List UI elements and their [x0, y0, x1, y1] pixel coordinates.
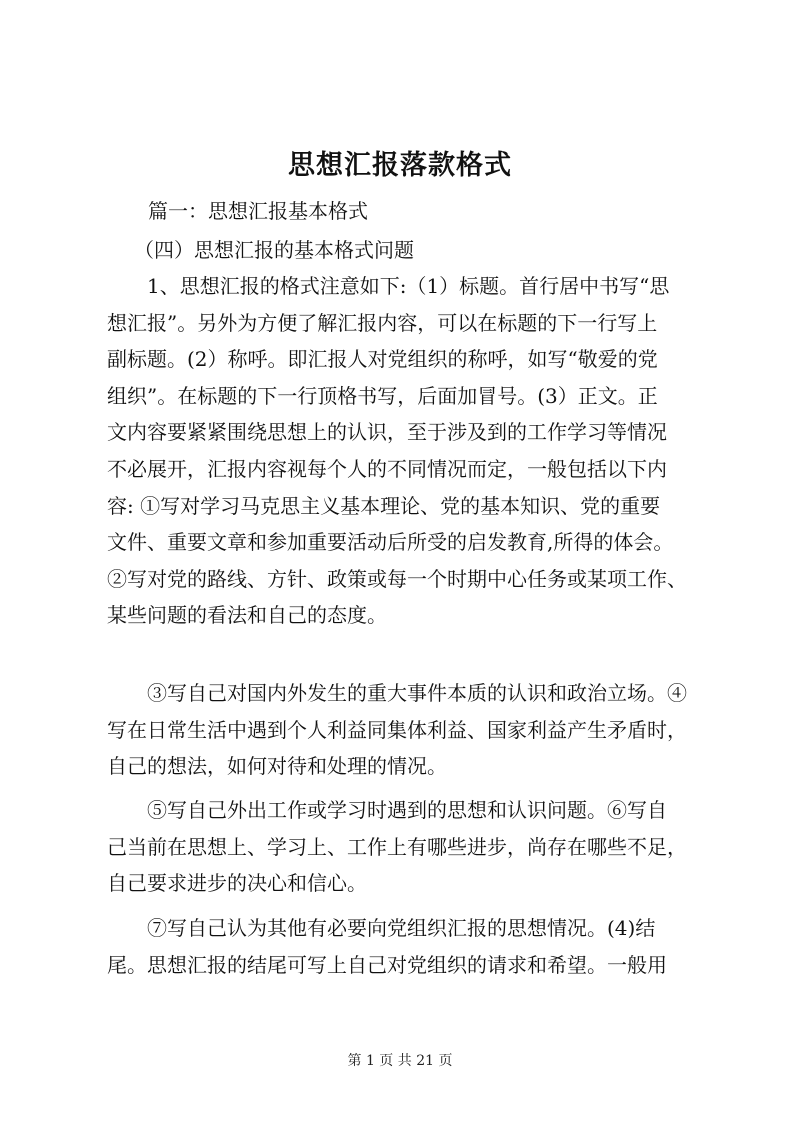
paragraph-line: 某些问题的看法和自己的态度。 — [107, 603, 387, 628]
paragraph-line: 己当前在思想上、学习上、工作上有哪些进步，尚存在哪些不足， — [107, 834, 687, 859]
paragraph-line: ⑤写自己外出工作或学习时遇到的思想和认识问题。⑥写自 — [107, 798, 667, 822]
paragraph-line: 自己的想法，如何对待和处理的情况。 — [107, 754, 447, 779]
document-title: 思想汇报落款格式 — [288, 150, 512, 181]
paragraph-line: 文件、重要文章和参加重要活动后所受的启发教育,所得的体会。 — [107, 530, 674, 555]
paragraph-line: ③写自己对国内外发生的重大事件本质的认识和政治立场。④ — [107, 681, 687, 705]
paragraph-line: 不必展开，汇报内容视每个人的不同情况而定，一般包括以下内 — [107, 456, 667, 481]
paragraph-line: 自己要求进步的决心和信心。 — [107, 871, 367, 896]
paragraph-2 — [107, 675, 707, 785]
paragraph-line: 组织”。在标题的下一行顶格书写，后面加冒号。(3）正文。正 — [107, 383, 658, 408]
subheading-1: 篇一：思想汇报基本格式 — [148, 199, 368, 223]
paragraph-line: 副标题。(2）称呼。即汇报人对党组织的称呼，如写“敬爱的党 — [107, 347, 658, 372]
paragraph-line: 写在日常生活中遇到个人利益同集体利益、国家利益产生矛盾时， — [107, 717, 687, 742]
paragraph-3 — [107, 792, 707, 902]
page-number-footer: 第 1 页 共 21 页 — [347, 1053, 453, 1069]
paragraph-line: ⑦写自己认为其他有必要向党组织汇报的思想情况。(4)结 — [107, 916, 656, 940]
paragraph-line: 容: ①写对学习马克思主义基本理论、党的基本知识、党的重要 — [107, 493, 661, 518]
paragraph-4 — [107, 910, 707, 983]
paragraph-line: 尾。思想汇报的结尾可写上自己对党组织的请求和希望。一般用 — [107, 952, 667, 977]
paragraph-line: 文内容要紧紧围绕思想上的认识，至于涉及到的工作学习等情况 — [107, 420, 667, 445]
paragraph-line: 1、思想汇报的格式注意如下:（1）标题。首行居中书写“思 — [107, 274, 670, 298]
paragraph-line: 想汇报”。另外为方便了解汇报内容，可以在标题的下一行写上 — [107, 310, 658, 335]
paragraph-line: ②写对党的路线、方针、政策或每一个时期中心任务或某项工作、 — [107, 566, 687, 591]
subheading-2: （四）思想汇报的基本格式问题 — [134, 238, 414, 262]
paragraph-1 — [107, 268, 707, 634]
